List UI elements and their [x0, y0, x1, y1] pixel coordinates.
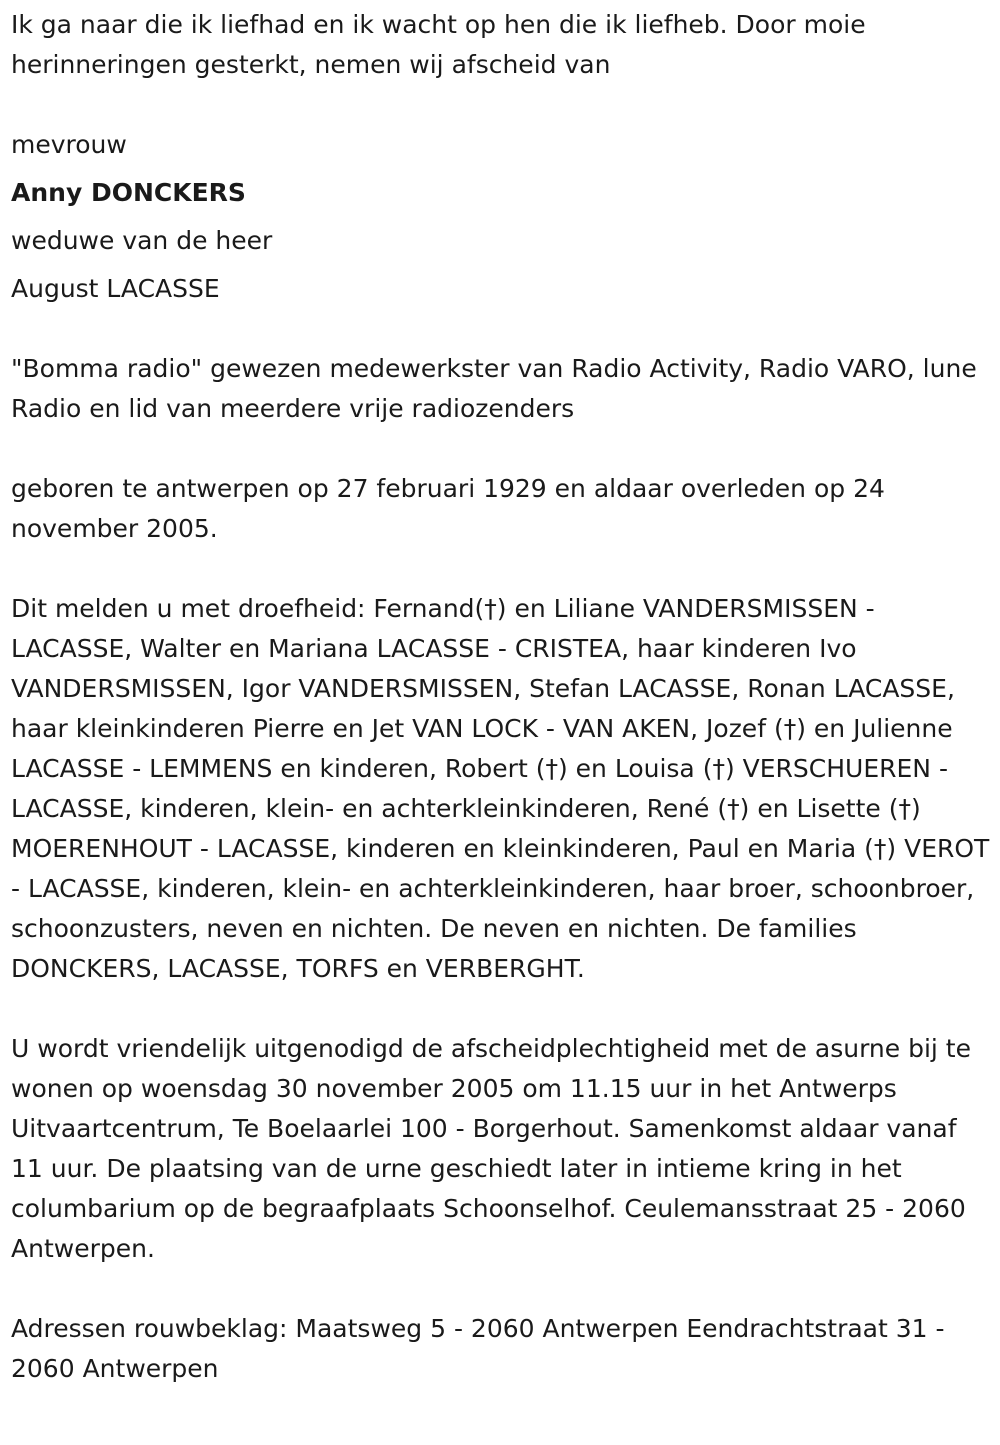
spacer: [11, 429, 995, 469]
relation-text: weduwe van de heer: [11, 226, 273, 255]
addresses-text: Adressen rouwbeklag: Maatsweg 5 - 2060 Antwerpen Eendrachtstraat 31 - 2060 Antwerpen: [11, 1314, 945, 1383]
ceremony-text: U wordt vriendelijk uitgenodigd de afscheidplechtigheid met de asurne bij te wonen op woensdag 30 november 2005 om 11.15 uur in het Antwerps Uitvaartcentrum, Te Boelaarlei 100 - Borgerhout. Samenkomst aldaar vanaf 11 uur. De plaatsing van de urne geschiedt later in intieme kring in het columbarium op de begraafplaats Schoonselhof. Ceulemansstraat 25 - 2060 Antwerpen.: [11, 1034, 971, 1263]
spacer: [11, 309, 995, 349]
spouse-name: August LACASSE: [11, 274, 220, 303]
description-text: "Bomma radio" gewezen medewerkster van Radio Activity, Radio VARO, lune Radio en lid van meerdere vrije radiozenders: [11, 354, 977, 423]
spacer: [11, 85, 995, 125]
birth-death-text: geboren te antwerpen op 27 februari 1929 en aldaar overleden op 24 november 2005.: [11, 474, 885, 543]
spacer: [11, 989, 995, 1029]
spacer: [11, 549, 995, 589]
spacer: [11, 1269, 995, 1309]
death-notice: [11, 5, 995, 1389]
deceased-name: Anny DONCKERS: [11, 178, 246, 207]
announcement-text: Dit melden u met droefheid: Fernand(†) en Liliane VANDERSMISSEN - LACASSE, Walter en Mariana LACASSE - CRISTEA, haar kinderen Ivo VANDERSMISSEN, Igor VANDERSMISSEN, Stefan LACASSE, Ronan LACASSE, haar kleinkinderen Pierre en Jet VAN LOCK - VAN AKEN, Jozef (†) en Julienne LACASSE - LEMMENS en kinderen, Robert (†) en Louisa (†) VERSCHUEREN - LACASSE, kinderen, klein- en achterkleinkinderen, René (†) en Lisette (†) MOERENHOUT - LACASSE, kinderen en kleinkinderen, Paul en Maria (†) VEROT - LACASSE, kinderen, klein- en achterkleinkinderen, haar broer, schoonbroer, schoonzusters, neven en nichten. De neven en nichten. De families DONCKERS, LACASSE, TORFS en VERBERGHT.: [11, 594, 990, 983]
honorific: mevrouw: [11, 130, 127, 159]
opening-text: Ik ga naar die ik liefhad en ik wacht op hen die ik liefheb. Door moie herinneringen gesterkt, nemen wij afscheid van: [11, 10, 866, 79]
